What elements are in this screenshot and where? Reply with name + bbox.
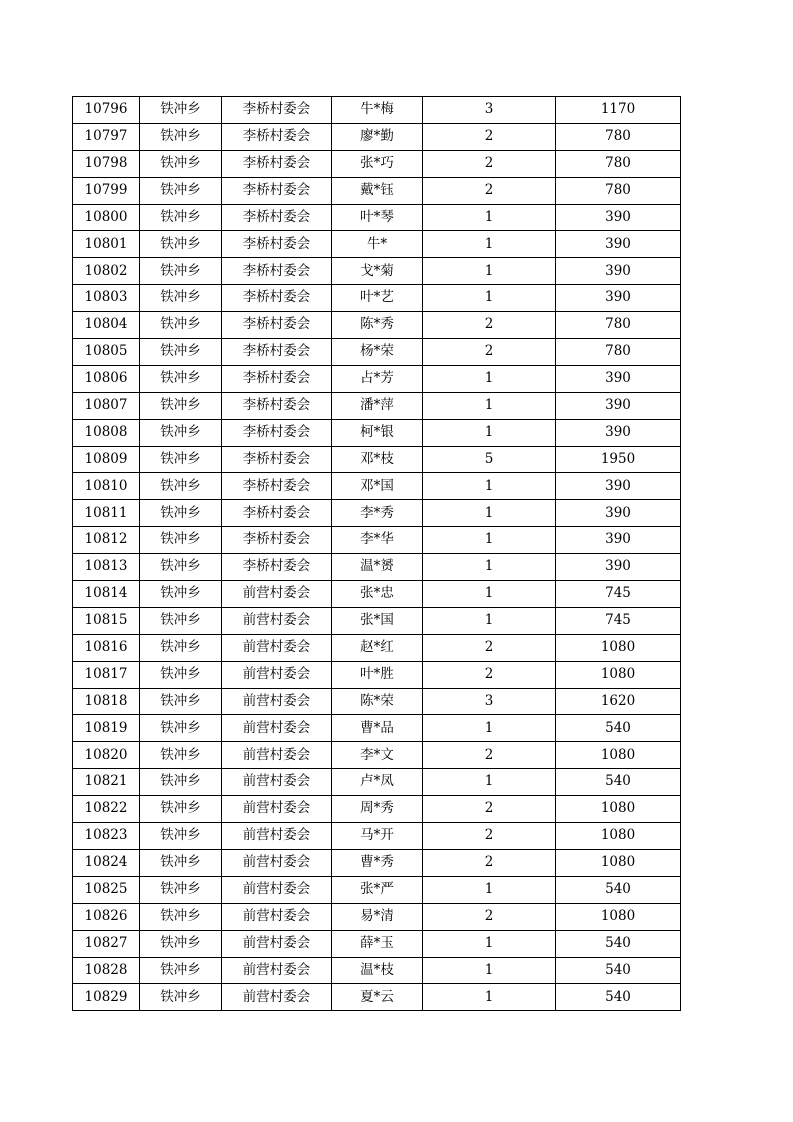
count-cell: 1 [423,473,556,500]
township-cell: 铁冲乡 [140,258,222,285]
amount-cell: 780 [556,177,681,204]
person-name-cell: 曹*秀 [332,849,423,876]
amount-cell: 540 [556,769,681,796]
amount-cell: 390 [556,527,681,554]
record-id-cell: 10820 [73,742,140,769]
table-row [73,957,681,984]
person-name-cell: 陈*秀 [332,312,423,339]
table-row [73,500,681,527]
record-id-cell: 10797 [73,123,140,150]
village-cell: 李桥村委会 [222,312,332,339]
count-cell: 2 [423,849,556,876]
village-cell: 前营村委会 [222,876,332,903]
count-cell: 2 [423,661,556,688]
records-table-body [73,97,681,1011]
person-name-cell: 李*文 [332,742,423,769]
table-row [73,742,681,769]
amount-cell: 390 [556,285,681,312]
township-cell: 铁冲乡 [140,796,222,823]
amount-cell: 780 [556,312,681,339]
table-row [73,392,681,419]
person-name-cell: 柯*银 [332,419,423,446]
count-cell: 2 [423,150,556,177]
person-name-cell: 叶*琴 [332,204,423,231]
table-row [73,365,681,392]
record-id-cell: 10811 [73,500,140,527]
person-name-cell: 赵*红 [332,634,423,661]
township-cell: 铁冲乡 [140,419,222,446]
village-cell: 李桥村委会 [222,446,332,473]
township-cell: 铁冲乡 [140,769,222,796]
count-cell: 2 [423,634,556,661]
record-id-cell: 10829 [73,984,140,1011]
record-id-cell: 10813 [73,554,140,581]
amount-cell: 390 [556,231,681,258]
amount-cell: 390 [556,500,681,527]
count-cell: 1 [423,876,556,903]
person-name-cell: 卢*凤 [332,769,423,796]
village-cell: 李桥村委会 [222,123,332,150]
count-cell: 3 [423,688,556,715]
count-cell: 1 [423,365,556,392]
township-cell: 铁冲乡 [140,849,222,876]
village-cell: 李桥村委会 [222,231,332,258]
township-cell: 铁冲乡 [140,688,222,715]
count-cell: 2 [423,339,556,366]
record-id-cell: 10823 [73,823,140,850]
township-cell: 铁冲乡 [140,876,222,903]
count-cell: 2 [423,177,556,204]
person-name-cell: 曹*品 [332,715,423,742]
person-name-cell: 易*清 [332,903,423,930]
table-row [73,177,681,204]
person-name-cell: 张*严 [332,876,423,903]
township-cell: 铁冲乡 [140,661,222,688]
record-id-cell: 10796 [73,97,140,124]
record-id-cell: 10828 [73,957,140,984]
person-name-cell: 廖*勤 [332,123,423,150]
count-cell: 2 [423,312,556,339]
record-id-cell: 10825 [73,876,140,903]
township-cell: 铁冲乡 [140,97,222,124]
table-row [73,661,681,688]
record-id-cell: 10819 [73,715,140,742]
amount-cell: 1170 [556,97,681,124]
village-cell: 李桥村委会 [222,473,332,500]
village-cell: 前营村委会 [222,823,332,850]
amount-cell: 540 [556,715,681,742]
record-id-cell: 10807 [73,392,140,419]
record-id-cell: 10816 [73,634,140,661]
count-cell: 1 [423,554,556,581]
record-id-cell: 10815 [73,607,140,634]
table-row [73,446,681,473]
count-cell: 1 [423,930,556,957]
person-name-cell: 戈*菊 [332,258,423,285]
township-cell: 铁冲乡 [140,150,222,177]
table-row [73,204,681,231]
count-cell: 1 [423,769,556,796]
record-id-cell: 10805 [73,339,140,366]
table-row [73,527,681,554]
village-cell: 李桥村委会 [222,365,332,392]
township-cell: 铁冲乡 [140,339,222,366]
count-cell: 2 [423,796,556,823]
township-cell: 铁冲乡 [140,473,222,500]
person-name-cell: 张*巧 [332,150,423,177]
person-name-cell: 戴*钰 [332,177,423,204]
township-cell: 铁冲乡 [140,312,222,339]
table-row [73,419,681,446]
village-cell: 李桥村委会 [222,554,332,581]
count-cell: 1 [423,607,556,634]
count-cell: 1 [423,500,556,527]
record-id-cell: 10806 [73,365,140,392]
amount-cell: 390 [556,554,681,581]
record-id-cell: 10798 [73,150,140,177]
person-name-cell: 叶*胜 [332,661,423,688]
amount-cell: 390 [556,392,681,419]
record-id-cell: 10800 [73,204,140,231]
table-row [73,984,681,1011]
village-cell: 前营村委会 [222,634,332,661]
village-cell: 李桥村委会 [222,97,332,124]
township-cell: 铁冲乡 [140,607,222,634]
village-cell: 李桥村委会 [222,500,332,527]
person-name-cell: 张*国 [332,607,423,634]
record-id-cell: 10814 [73,581,140,608]
person-name-cell: 潘*萍 [332,392,423,419]
person-name-cell: 占*芳 [332,365,423,392]
table-row [73,607,681,634]
village-cell: 前营村委会 [222,796,332,823]
record-id-cell: 10826 [73,903,140,930]
record-id-cell: 10804 [73,312,140,339]
person-name-cell: 温*枝 [332,957,423,984]
table-row [73,876,681,903]
village-cell: 李桥村委会 [222,150,332,177]
township-cell: 铁冲乡 [140,177,222,204]
table-row [73,796,681,823]
amount-cell: 390 [556,473,681,500]
village-cell: 李桥村委会 [222,339,332,366]
township-cell: 铁冲乡 [140,392,222,419]
count-cell: 1 [423,581,556,608]
village-cell: 前营村委会 [222,715,332,742]
amount-cell: 390 [556,419,681,446]
township-cell: 铁冲乡 [140,365,222,392]
amount-cell: 745 [556,581,681,608]
person-name-cell: 牛* [332,231,423,258]
village-cell: 前营村委会 [222,769,332,796]
village-cell: 前营村委会 [222,930,332,957]
amount-cell: 1080 [556,634,681,661]
township-cell: 铁冲乡 [140,204,222,231]
amount-cell: 540 [556,984,681,1011]
village-cell: 前营村委会 [222,688,332,715]
records-table [72,96,681,1011]
township-cell: 铁冲乡 [140,285,222,312]
table-row [73,231,681,258]
table-row [73,715,681,742]
count-cell: 1 [423,419,556,446]
person-name-cell: 马*开 [332,823,423,850]
township-cell: 铁冲乡 [140,581,222,608]
amount-cell: 780 [556,150,681,177]
village-cell: 李桥村委会 [222,285,332,312]
township-cell: 铁冲乡 [140,823,222,850]
village-cell: 李桥村委会 [222,204,332,231]
record-id-cell: 10812 [73,527,140,554]
township-cell: 铁冲乡 [140,984,222,1011]
count-cell: 1 [423,258,556,285]
village-cell: 前营村委会 [222,581,332,608]
village-cell: 前营村委会 [222,984,332,1011]
amount-cell: 1620 [556,688,681,715]
amount-cell: 780 [556,123,681,150]
record-id-cell: 10827 [73,930,140,957]
count-cell: 2 [423,823,556,850]
amount-cell: 1080 [556,661,681,688]
amount-cell: 745 [556,607,681,634]
count-cell: 1 [423,715,556,742]
table-row [73,903,681,930]
amount-cell: 780 [556,339,681,366]
village-cell: 前营村委会 [222,607,332,634]
table-row [73,930,681,957]
table-row [73,258,681,285]
table-row [73,150,681,177]
table-row [73,554,681,581]
township-cell: 铁冲乡 [140,930,222,957]
table-row [73,581,681,608]
township-cell: 铁冲乡 [140,715,222,742]
amount-cell: 1080 [556,742,681,769]
record-id-cell: 10821 [73,769,140,796]
count-cell: 1 [423,231,556,258]
person-name-cell: 杨*荣 [332,339,423,366]
person-name-cell: 夏*云 [332,984,423,1011]
amount-cell: 540 [556,930,681,957]
person-name-cell: 温*赟 [332,554,423,581]
village-cell: 前营村委会 [222,742,332,769]
person-name-cell: 李*华 [332,527,423,554]
record-id-cell: 10803 [73,285,140,312]
person-name-cell: 邓*国 [332,473,423,500]
amount-cell: 540 [556,876,681,903]
table-row [73,312,681,339]
record-id-cell: 10810 [73,473,140,500]
table-row [73,473,681,500]
village-cell: 李桥村委会 [222,527,332,554]
village-cell: 前营村委会 [222,849,332,876]
township-cell: 铁冲乡 [140,742,222,769]
person-name-cell: 邓*枝 [332,446,423,473]
count-cell: 1 [423,285,556,312]
person-name-cell: 薛*玉 [332,930,423,957]
count-cell: 1 [423,204,556,231]
count-cell: 1 [423,984,556,1011]
record-id-cell: 10799 [73,177,140,204]
count-cell: 1 [423,527,556,554]
amount-cell: 1080 [556,823,681,850]
amount-cell: 1950 [556,446,681,473]
count-cell: 2 [423,742,556,769]
village-cell: 李桥村委会 [222,258,332,285]
record-id-cell: 10808 [73,419,140,446]
count-cell: 1 [423,392,556,419]
table-row [73,285,681,312]
village-cell: 前营村委会 [222,661,332,688]
amount-cell: 1080 [556,849,681,876]
count-cell: 2 [423,123,556,150]
township-cell: 铁冲乡 [140,446,222,473]
amount-cell: 390 [556,365,681,392]
person-name-cell: 李*秀 [332,500,423,527]
township-cell: 铁冲乡 [140,903,222,930]
table-row [73,123,681,150]
township-cell: 铁冲乡 [140,957,222,984]
village-cell: 前营村委会 [222,957,332,984]
person-name-cell: 牛*梅 [332,97,423,124]
table-row [73,688,681,715]
table-row [73,339,681,366]
village-cell: 李桥村委会 [222,392,332,419]
count-cell: 2 [423,903,556,930]
table-row [73,823,681,850]
village-cell: 李桥村委会 [222,177,332,204]
count-cell: 1 [423,957,556,984]
table-row [73,769,681,796]
table-row [73,849,681,876]
township-cell: 铁冲乡 [140,123,222,150]
township-cell: 铁冲乡 [140,231,222,258]
table-row [73,97,681,124]
township-cell: 铁冲乡 [140,554,222,581]
amount-cell: 390 [556,258,681,285]
village-cell: 前营村委会 [222,903,332,930]
count-cell: 3 [423,97,556,124]
township-cell: 铁冲乡 [140,527,222,554]
record-id-cell: 10802 [73,258,140,285]
record-id-cell: 10817 [73,661,140,688]
record-id-cell: 10818 [73,688,140,715]
person-name-cell: 陈*荣 [332,688,423,715]
table-row [73,634,681,661]
amount-cell: 1080 [556,903,681,930]
village-cell: 李桥村委会 [222,419,332,446]
person-name-cell: 叶*艺 [332,285,423,312]
amount-cell: 1080 [556,796,681,823]
amount-cell: 540 [556,957,681,984]
township-cell: 铁冲乡 [140,500,222,527]
person-name-cell: 周*秀 [332,796,423,823]
count-cell: 5 [423,446,556,473]
township-cell: 铁冲乡 [140,634,222,661]
record-id-cell: 10809 [73,446,140,473]
amount-cell: 390 [556,204,681,231]
record-id-cell: 10824 [73,849,140,876]
person-name-cell: 张*忠 [332,581,423,608]
record-id-cell: 10822 [73,796,140,823]
record-id-cell: 10801 [73,231,140,258]
